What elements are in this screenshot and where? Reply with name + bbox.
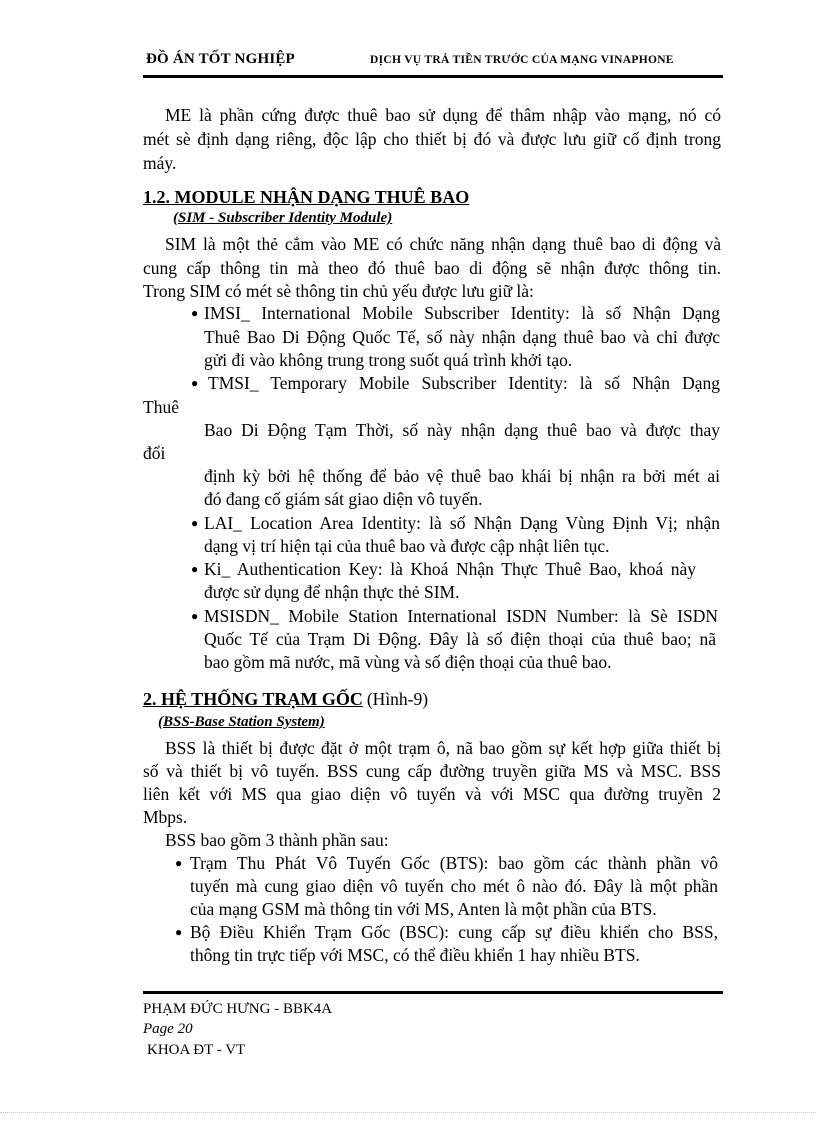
text-line: mét sè định dạng riêng, độc lập cho thiết bị đó và được lưu giữ cố định trong — [143, 129, 721, 149]
header-title: ĐỒ ÁN TỐT NGHIỆP — [146, 51, 295, 67]
header-rule — [143, 75, 723, 78]
text-line: IMSI_ International Mobile Subscriber Identity: là số Nhận Dạng — [204, 303, 720, 323]
section-subheading-sim: (SIM - Subscriber Identity Module) — [173, 210, 393, 226]
text-line: được sử dụng để nhận thực thẻ SIM. — [204, 582, 460, 602]
text-line: LAI_ Location Area Identity: là số Nhận Dạng Vùng Định Vị; nhận — [204, 513, 720, 533]
text-line: định kỳ bởi hệ thống để bảo vệ thuê bao khái bị nhận ra bởi mét ai — [204, 466, 720, 486]
text-line: máy. — [143, 153, 177, 173]
text-line: thông tin trực tiếp với MSC, có thể điều khiển 1 hay nhiều BTS. — [190, 945, 640, 965]
text-line: cung cấp thông tin mà theo đó thuê bao di động sẽ nhận được thông tin. — [143, 258, 721, 278]
section-heading-bss-wrap — [143, 689, 428, 710]
section-heading-bss: 2. HỆ THỐNG TRẠM GỐC — [143, 689, 363, 709]
text-line: MSISDN_ Mobile Station International ISDN Number: là Sè ISDN — [204, 606, 718, 626]
text-line: liên kết với MS qua giao diện vô tuyến và với MSC qua đường truyền 2 — [143, 784, 721, 804]
text-line: đó đang cố giám sát giao diện vô tuyến. — [204, 489, 483, 509]
bullet-icon: ● — [191, 562, 199, 576]
footer-faculty: KHOA ĐT - VT — [147, 1042, 246, 1058]
text-line: Trong SIM có mét sè thông tin chủ yếu được lưu giữ là: — [143, 281, 534, 301]
bullet-icon: ● — [191, 376, 199, 390]
bullet-icon: ● — [191, 609, 199, 623]
bullet-icon: ● — [175, 925, 183, 939]
footer-rule — [143, 991, 723, 994]
text-line: Trạm Thu Phát Vô Tuyến Gốc (BTS): bao gồm các thành phần vô — [190, 853, 718, 873]
footer-author: PHẠM ĐỨC HƯNG - BBK4A — [143, 1001, 333, 1017]
text-line: Thuê — [143, 397, 179, 417]
text-line: tuyến mà cung giao diện vô tuyến cho mét ô nào đó. Đây là một phần — [190, 876, 718, 896]
text-line: bao gồm mã nước, mã vùng và số điện thoại của thuê bao. — [204, 652, 612, 672]
text-line: Thuê Bao Di Động Quốc Tế, số này nhận dạng thuê bao và chỉ được — [204, 327, 720, 347]
text-line: Mbps. — [143, 807, 188, 827]
text-line: gửi đi vào không trung trong suốt quá trình khởi tạo. — [204, 350, 573, 370]
text-line: BSS là thiết bị được đặt ở một trạm ô, nã bao gồm sự kết hợp giữa thiết bị — [165, 738, 721, 758]
text-line: Ki_ Authentication Key: là Khoá Nhận Thực Thuê Bao, khoá này — [204, 559, 696, 579]
bullet-icon: ● — [191, 306, 199, 320]
header-subtitle: DỊCH VỤ TRẢ TIỀN TRƯỚC CỦA MẠNG VINAPHONE — [370, 54, 674, 66]
text-line: của mạng GSM mà thông tin với MS, Anten là một phần của BTS. — [190, 899, 657, 919]
text-line: Bộ Điều Khiển Trạm Gốc (BSC): cung cấp sự điều khiển cho BSS, — [190, 922, 718, 942]
text-line: TMSI_ Temporary Mobile Subscriber Identity: là số Nhận Dạng — [208, 373, 720, 393]
page-border — [0, 1112, 816, 1113]
text-line: dạng vị trí hiện tại của thuê bao và được cập nhật liên tục. — [204, 536, 610, 556]
text-line: SIM là một thẻ cắm vào ME có chức năng nhận dạng thuê bao di động và — [165, 234, 721, 254]
text-line: Quốc Tế của Trạm Di Động. Đây là số điện thoại của thuê bao; nã — [204, 629, 716, 649]
text-line: BSS bao gồm 3 thành phần sau: — [165, 830, 389, 850]
figure-reference: (Hình-9) — [366, 689, 429, 709]
footer-page-number: Page 20 — [143, 1021, 193, 1037]
text-line: ME là phần cứng được thuê bao sử dụng để thâm nhập vào mạng, nó có — [165, 105, 721, 125]
bullet-icon: ● — [175, 856, 183, 870]
section-heading-sim: 1.2. MODULE NHẬN DẠNG THUÊ BAO — [143, 187, 470, 207]
text-line: đổi — [143, 443, 166, 463]
bullet-icon: ● — [191, 516, 199, 530]
section-subheading-bss: (BSS-Base Station System) — [158, 714, 325, 730]
text-line: Bao Di Động Tạm Thời, số này nhận dạng thuê bao và được thay — [204, 420, 720, 440]
text-line: số và thiết bị vô tuyến. BSS cung cấp đường truyền giữa MS và MSC. BSS — [143, 761, 721, 781]
